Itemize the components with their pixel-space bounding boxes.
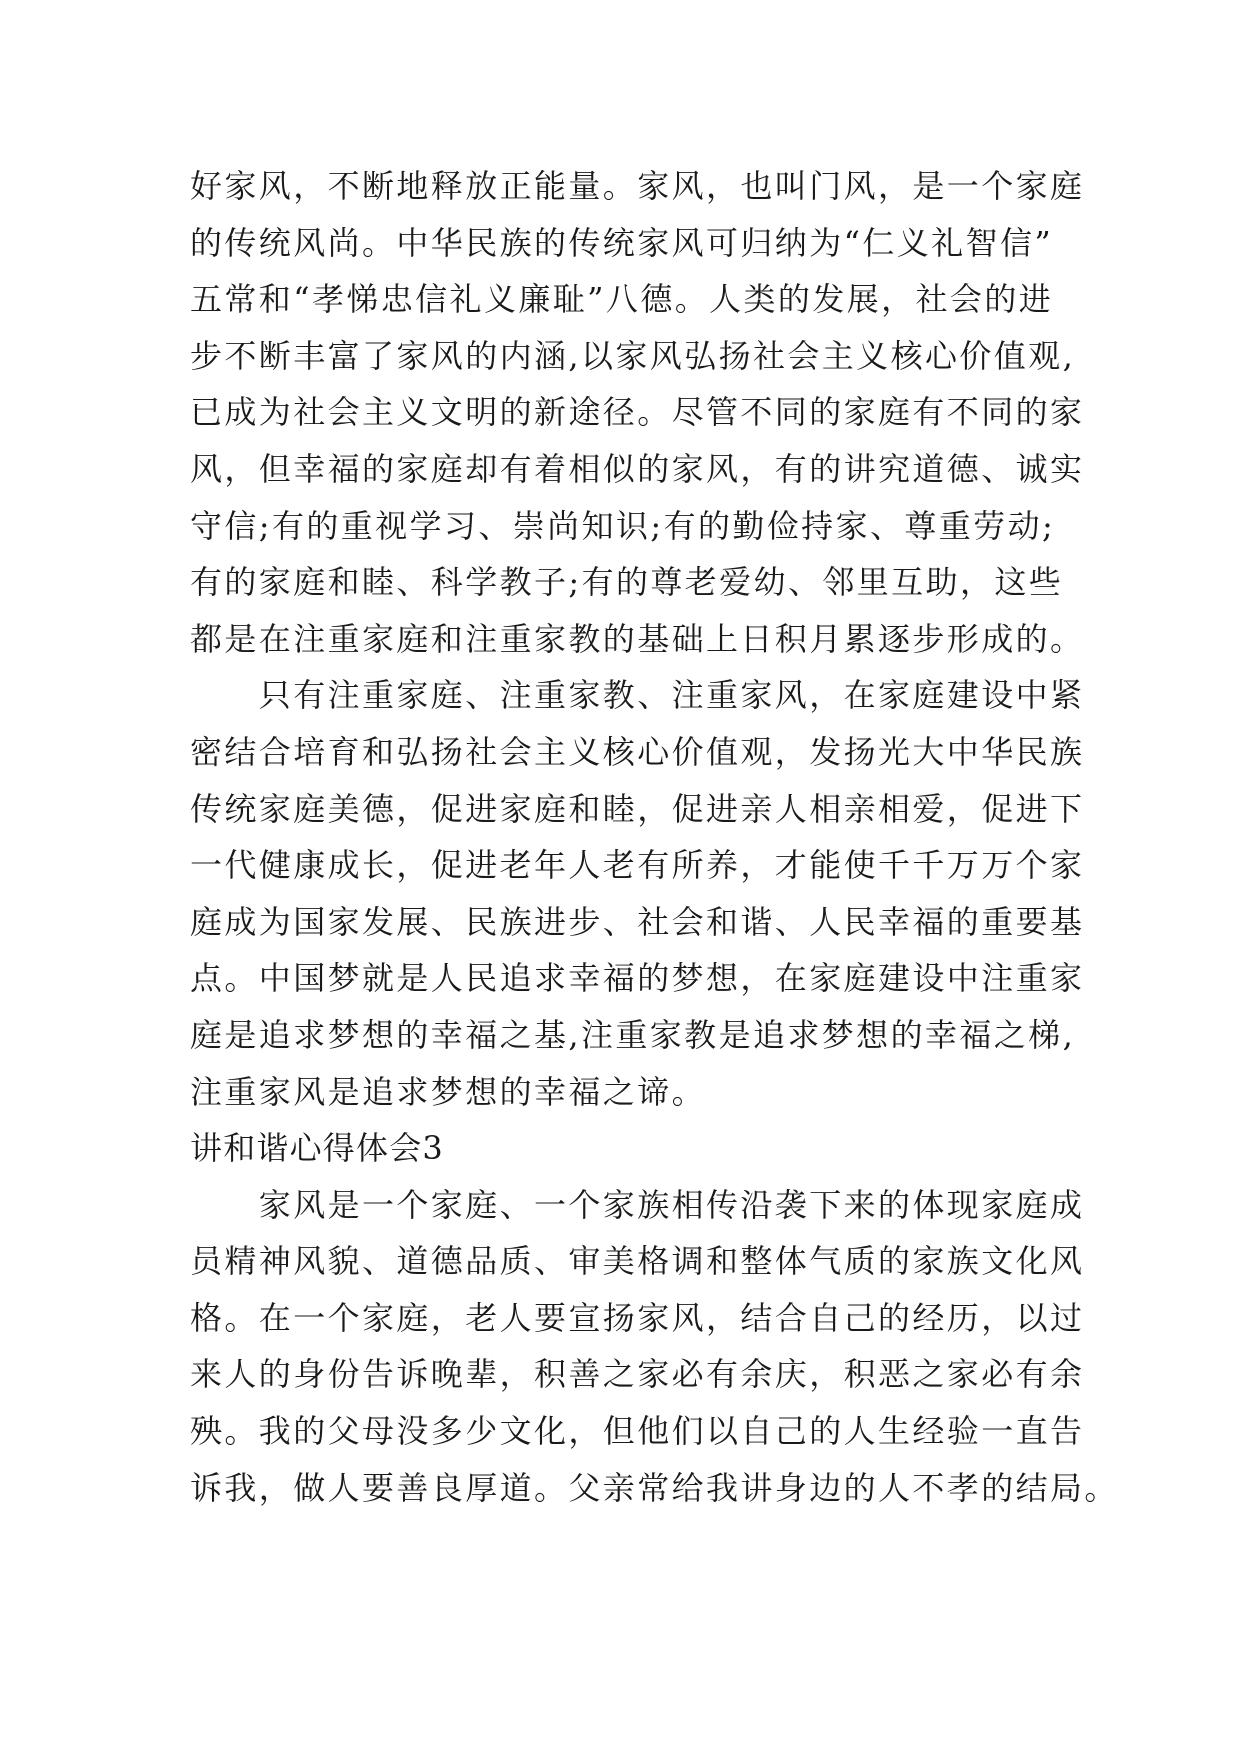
text-line: 庭是追求梦想的幸福之基,注重家教是追求梦想的幸福之梯, bbox=[190, 1015, 1076, 1054]
text-line: 已成为社会主义文明的新途径。尽管不同的家庭有不同的家 bbox=[190, 393, 1085, 432]
text-line: 好家风，不断地释放正能量。家风，也叫门风，是一个家庭 bbox=[190, 167, 1085, 205]
text-line: 的传统风尚。中华民族的传统家风可归纳为“仁义礼智信” bbox=[190, 223, 1054, 262]
text-line: 殃。我的父母没多少文化，但他们以自己的人生经验一直告 bbox=[190, 1412, 1085, 1451]
text-line: 风，但幸福的家庭却有着相似的家风，有的讲究道德、诚实 bbox=[190, 449, 1085, 488]
text-line: 守信;有的重视学习、崇尚知识;有的勤俭持家、尊重劳动; bbox=[190, 506, 1056, 545]
text-line: 只有注重家庭、注重家教、注重家风，在家庭建设中紧 bbox=[190, 676, 1085, 715]
text-line: 传统家庭美德，促进家庭和睦，促进亲人相亲相爱，促进下 bbox=[190, 789, 1085, 828]
document-body bbox=[190, 158, 1119, 1516]
text-line: 注重家风是追求梦想的幸福之谛。 bbox=[190, 1072, 707, 1111]
text-line: 五常和“孝悌忠信礼义廉耻”八德。人类的发展，社会的进 bbox=[190, 280, 1054, 319]
text-line: 来人的身份告诉晚辈，积善之家必有余庆，积恶之家必有余 bbox=[190, 1355, 1085, 1394]
text-line: 步不断丰富了家风的内涵,以家风弘扬社会主义核心价值观, bbox=[190, 336, 1076, 375]
text-line: 员精神风貌、道德品质、审美格调和整体气质的家族文化风 bbox=[190, 1242, 1085, 1281]
text-line: 诉我，做人要善良厚道。父亲常给我讲身边的人不孝的结局。 bbox=[190, 1468, 1119, 1507]
text-line: 一代健康成长，促进老年人老有所养，才能使千千万万个家 bbox=[190, 846, 1085, 885]
section-heading: 讲和谐心得体会3 bbox=[190, 1129, 444, 1168]
text-line: 格。在一个家庭，老人要宣扬家风，结合自己的经历，以过 bbox=[190, 1298, 1085, 1337]
text-line: 都是在注重家庭和注重家教的基础上日积月累逐步形成的。 bbox=[190, 619, 1085, 658]
text-line: 庭成为国家发展、民族进步、社会和谐、人民幸福的重要基 bbox=[190, 902, 1085, 941]
text-line: 有的家庭和睦、科学教子;有的尊老爱幼、邻里互助，这些 bbox=[190, 563, 1064, 602]
text-line: 家风是一个家庭、一个家族相传沿袭下来的体现家庭成 bbox=[190, 1185, 1085, 1224]
text-line: 点。中国梦就是人民追求幸福的梦想，在家庭建设中注重家 bbox=[190, 959, 1085, 998]
text-line: 密结合培育和弘扬社会主义核心价值观，发扬光大中华民族 bbox=[190, 732, 1085, 771]
